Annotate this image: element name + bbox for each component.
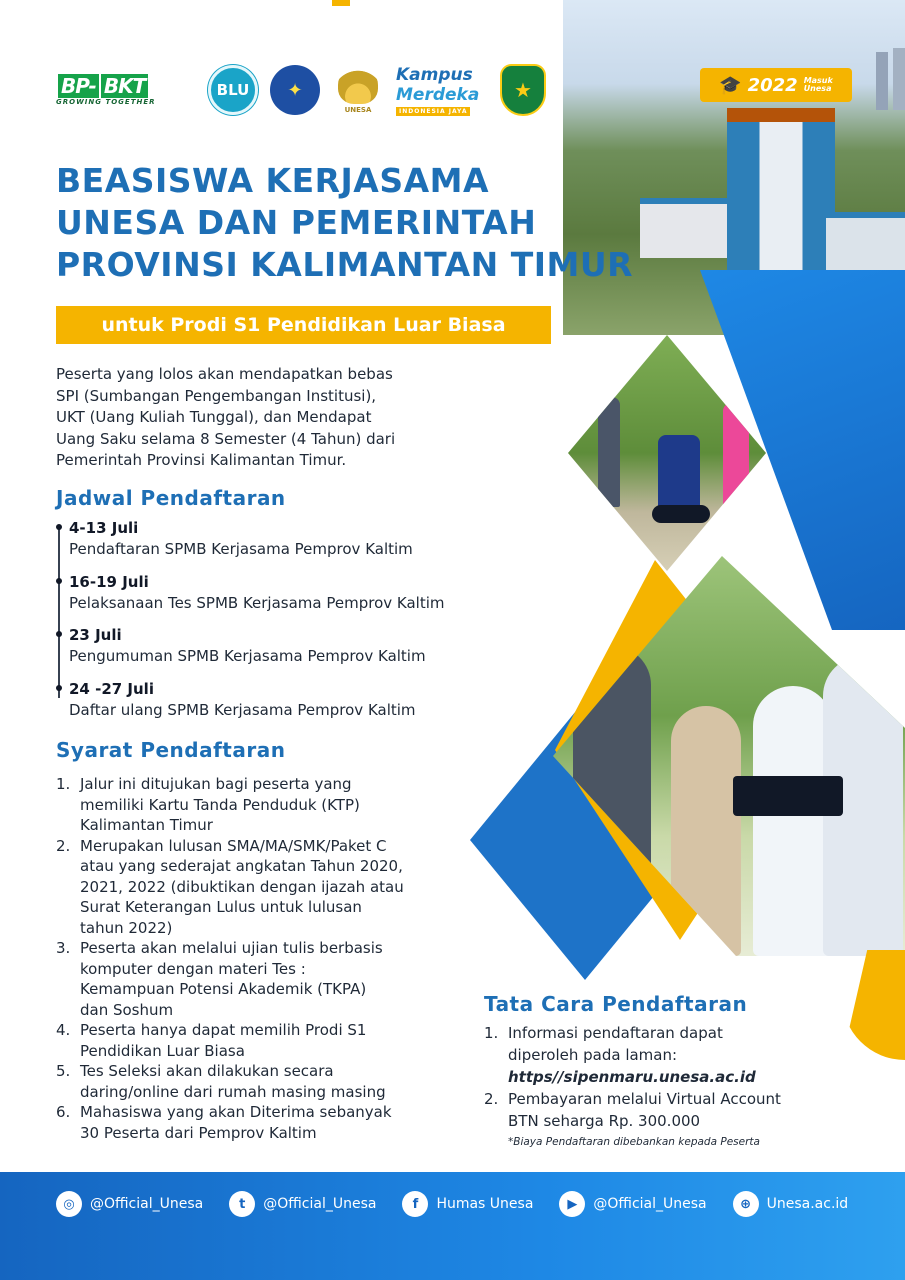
program-subtitle: untuk Prodi S1 Pendidikan Luar Biasa: [56, 306, 551, 344]
item-number: 1.: [484, 1024, 499, 1042]
twitter-link[interactable]: [229, 1191, 376, 1217]
jadwal-heading: Jadwal Pendaftaran: [56, 486, 286, 510]
top-accent-bar: [332, 0, 350, 6]
timeline-date: 24 -27 Juli: [69, 679, 154, 698]
item-line: atau yang sederajat angkatan Tahun 2020,: [80, 857, 403, 875]
list-item: [56, 774, 466, 836]
intro-line: Pemerintah Provinsi Kalimantan Timur.: [56, 451, 347, 469]
list-item: [484, 1088, 864, 1132]
badge-line2: Unesa: [803, 84, 832, 93]
timeline-item: [56, 518, 556, 572]
timeline-desc: Daftar ulang SPMB Kerjasama Pemprov Kaltim: [69, 700, 416, 719]
item-number: 4.: [56, 1021, 71, 1039]
list-item: [56, 1102, 466, 1143]
partner-logos: [56, 62, 546, 118]
item-number: 1.: [56, 775, 71, 793]
graduation-cap-icon: 🎓: [719, 74, 742, 96]
bkt-logo-main: BP-: [58, 74, 99, 98]
title-line: UNESA DAN PEMERINTAH: [56, 203, 537, 242]
item-line: Pendidikan Luar Biasa: [80, 1041, 245, 1060]
bkt-logo-tag: GROWING TOGETHER: [56, 98, 156, 106]
tata-cara-heading: Tata Cara Pendaftaran: [484, 992, 748, 1016]
item-line: Merupakan lulusan SMA/MA/SMK/Paket C: [80, 836, 387, 855]
item-line: 2021, 2022 (dibuktikan dengan ijazah atau: [80, 877, 404, 896]
intro-line: UKT (Uang Kuliah Tunggal), dan Mendapat: [56, 408, 372, 426]
masuk-unesa-badge: [700, 68, 852, 102]
badge-year: 2022: [747, 74, 798, 96]
timeline-dot: [56, 578, 62, 584]
item-line: 30 Peserta dari Pemprov Kaltim: [80, 1123, 317, 1142]
blu-logo: BLU: [208, 65, 258, 115]
footer-bar: [0, 1172, 905, 1280]
facebook-handle: Humas Unesa: [436, 1196, 534, 1212]
item-line: Pembayaran melalui Virtual Account: [508, 1090, 781, 1108]
item-number: 3.: [56, 939, 71, 957]
item-line: komputer dengan materi Tes :: [80, 959, 306, 978]
unesa-wing-emblem: [338, 66, 378, 104]
timeline-date: 4-13 Juli: [69, 519, 139, 537]
intro-paragraph: [56, 364, 506, 472]
list-item: [56, 836, 466, 939]
list-item: [56, 938, 466, 1020]
item-line: memiliki Kartu Tanda Penduduk (KTP): [80, 795, 360, 814]
timeline-desc: Pendaftaran SPMB Kerjasama Pemprov Kaltim: [69, 540, 413, 558]
item-number: 5.: [56, 1062, 71, 1080]
item-number: 6.: [56, 1103, 71, 1121]
timeline-item: [56, 625, 556, 679]
youtube-icon: ▶: [559, 1191, 585, 1217]
students-photo-wheelchair: [568, 335, 766, 571]
campus-tower: [727, 108, 835, 283]
item-line: BTN seharga Rp. 300.000: [508, 1112, 701, 1130]
item-line: Jalur ini ditujukan bagi peserta yang: [80, 775, 352, 793]
registration-url-link[interactable]: https//sipenmaru.unesa.ac.id: [508, 1068, 756, 1086]
skyline-building: [876, 52, 888, 110]
timeline-dot: [56, 631, 62, 637]
tut-wuri-logo: ✦: [270, 65, 320, 115]
schedule-timeline: [56, 518, 556, 732]
item-line: Surat Keterangan Lulus untuk lulusan: [80, 898, 362, 916]
fee-note: *Biaya Pendaftaran dibebankan kepada Peserta: [508, 1136, 760, 1148]
timeline-item: [56, 679, 556, 733]
timeline-desc: Pelaksanaan Tes SPMB Kerjasama Pemprov Kaltim: [69, 593, 445, 612]
title-line: BEASISWA KERJASAMA: [56, 161, 490, 200]
skyline-building: [893, 48, 905, 110]
item-line: daring/online dari rumah masing masing: [80, 1082, 386, 1101]
globe-icon: ⊕: [733, 1191, 759, 1217]
timeline-dot: [56, 524, 62, 530]
youtube-handle: @Official_Unesa: [593, 1196, 707, 1212]
instagram-icon: ◎: [56, 1191, 82, 1217]
badge-line1: Masuk: [803, 76, 833, 85]
timeline-dot: [56, 685, 62, 691]
kampus-logo-line2: Merdeka: [396, 84, 480, 105]
title-line: PROVINSI KALIMANTAN TIMUR: [56, 245, 634, 284]
kaltim-emblem-logo: ★: [500, 64, 546, 116]
bkt-logo-box: BKT: [101, 74, 148, 98]
timeline-desc: Pengumuman SPMB Kerjasama Pemprov Kaltim: [69, 647, 426, 665]
item-line: Tes Seleksi akan dilakukan secara: [80, 1062, 334, 1080]
list-item: [484, 1022, 864, 1088]
list-item: [56, 1061, 466, 1102]
website-url: Unesa.ac.id: [766, 1196, 849, 1212]
list-item: [56, 1020, 466, 1061]
syarat-heading: Syarat Pendaftaran: [56, 738, 286, 762]
youtube-link[interactable]: [559, 1191, 706, 1217]
twitter-icon: t: [229, 1191, 255, 1217]
facebook-icon: f: [402, 1191, 428, 1217]
item-line: dan Soshum: [80, 1000, 174, 1019]
timeline-date: 23 Juli: [69, 626, 122, 644]
item-line: Kemampuan Potensi Akademik (TKPA): [80, 980, 367, 998]
item-line: Kalimantan Timur: [80, 816, 213, 834]
kampus-logo-line1: Kampus: [396, 64, 473, 85]
intro-line: Uang Saku selama 8 Semester (4 Tahun) dari: [56, 429, 396, 448]
instagram-handle: @Official_Unesa: [90, 1196, 204, 1212]
intro-line: Peserta yang lolos akan mendapatkan bebas: [56, 365, 393, 383]
item-line: tahun 2022): [80, 918, 173, 937]
registration-steps: [484, 1022, 864, 1132]
item-line: diperoleh pada laman:: [508, 1046, 678, 1064]
timeline-item: [56, 572, 556, 626]
item-line: Peserta akan melalui ujian tulis berbasis: [80, 939, 383, 957]
twitter-handle: @Official_Unesa: [263, 1196, 377, 1212]
item-line: Informasi pendaftaran dapat: [508, 1024, 723, 1042]
item-number: 2.: [56, 836, 71, 855]
item-number: 2.: [484, 1090, 499, 1108]
item-line: Peserta hanya dapat memilih Prodi S1: [80, 1021, 367, 1039]
facebook-link[interactable]: [402, 1191, 533, 1217]
instagram-link[interactable]: [56, 1191, 203, 1217]
item-line: Mahasiswa yang akan Diterima sebanyak: [80, 1103, 392, 1121]
intro-line: SPI (Sumbangan Pengembangan Institusi),: [56, 386, 377, 405]
requirements-list: [56, 774, 466, 1143]
website-link[interactable]: [733, 1191, 849, 1217]
kampus-logo-line3: INDONESIA JAYA: [396, 107, 470, 116]
page-title: [56, 160, 696, 286]
unesa-logo-text: UNESA: [344, 106, 372, 114]
bp-bkt-logo: [56, 68, 196, 112]
kampus-merdeka-logo: [396, 65, 488, 116]
timeline-date: 16-19 Juli: [69, 572, 149, 591]
social-links: [56, 1191, 848, 1217]
unesa-logo: [332, 62, 384, 118]
